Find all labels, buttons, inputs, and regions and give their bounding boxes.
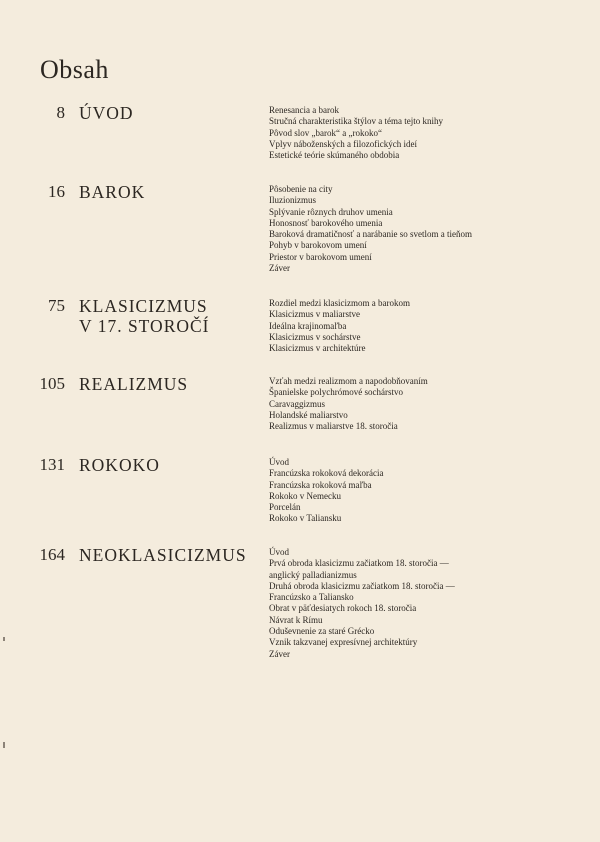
section-item: anglický palladianizmus [269,569,357,580]
section-item: Klasicizmus v maliarstve [269,309,360,320]
section-item: Úvod [269,457,289,467]
chapter-title [79,182,254,202]
chapter-title-line: KLASICIZMUS [79,296,208,316]
section-item: Vznik takzvanej expresívnej architektúry [269,637,418,648]
chapter-page-number: 105 [39,374,65,393]
chapter-page-number: 131 [39,455,65,474]
section-item: Vzťah medzi realizmom a napodobňovaním [269,376,428,386]
section-item: Klasicizmus v sochárstve [269,331,361,342]
section-item: Holandské maliarstvo [269,409,348,420]
section-item: Úvod [269,547,289,557]
section-item: Caravaggizmus [269,398,325,409]
section-item: Realizmus v maliarstve 18. storočia [269,421,398,432]
section-item: Rokoko v Taliansku [269,513,342,524]
edge-mark [3,742,5,748]
section-item: Oduševnenie za staré Grécko [269,626,375,637]
chapter-page-number: 164 [39,545,65,564]
chapter-page-number: 75 [48,296,65,315]
chapter-page-number: 16 [48,182,65,201]
section-item: Iluzionizmus [269,195,316,206]
section-list [269,457,579,525]
section-item: Pohyb v barokovom umení [269,240,367,251]
section-item: Vplyv náboženských a filozofických ideí [269,138,417,149]
section-item: Návrat k Rímu [269,614,323,625]
section-item: Stručná charakteristika štýlov a téma tejto knihy [269,116,443,127]
section-item: Záver [269,648,290,659]
chapter-title-line: BAROK [79,182,146,202]
section-item: Francúzska rokoková dekorácia [269,468,384,479]
section-item: Záver [269,263,290,274]
chapter-title [79,103,254,123]
section-item: Pôsobenie na city [269,184,333,194]
section-item: Ideálna krajinomaľba [269,320,347,331]
chapter-title-line: V 17. STOROČÍ [79,316,210,336]
chapter-title-line: ROKOKO [79,455,160,475]
section-item: Rozdiel medzi klasicizmom a barokom [269,298,410,308]
section-item: Španielske polychrómové sochárstvo [269,387,403,398]
section-item: Rokoko v Nemecku [269,490,341,501]
section-item: Priestor v barokovom umení [269,251,372,262]
chapter-page-number: 8 [56,103,65,122]
chapter-title [79,455,254,475]
section-item: Francúzsko a Taliansko [269,592,354,603]
section-item: Renesancia a barok [269,105,339,115]
section-item: Porcelán [269,502,301,513]
section-list [269,184,579,274]
section-item: Honosnosť barokového umenia [269,217,383,228]
section-item: Francúzska rokoková maľba [269,479,372,490]
section-list [269,547,579,660]
chapter-title-line: REALIZMUS [79,374,189,394]
section-list [269,376,579,432]
chapter-title-line: NEOKLASICIZMUS [79,545,247,565]
section-item: Pôvod slov „barok“ a „rokoko“ [269,127,382,138]
section-item: Klasicizmus v architektúre [269,343,366,354]
section-list [269,298,579,354]
chapter-title [79,374,254,394]
edge-mark [3,637,5,641]
chapter-title-line: ÚVOD [79,103,134,123]
section-list [269,105,579,161]
chapter-title [79,545,254,565]
section-item: Druhá obroda klasicizmu začiatkom 18. storočia — [269,580,455,591]
section-item: Splývanie rôznych druhov umenia [269,206,393,217]
section-item: Estetické teórie skúmaného obdobia [269,150,400,161]
section-item: Prvá obroda klasicizmu začiatkom 18. storočia — [269,558,449,569]
page-title: Obsah [40,55,109,85]
section-item: Baroková dramatičnosť a narábanie so svetlom a tieňom [269,229,473,240]
section-item: Obrat v päťdesiatych rokoch 18. storočia [269,603,417,614]
chapter-title [79,296,254,336]
